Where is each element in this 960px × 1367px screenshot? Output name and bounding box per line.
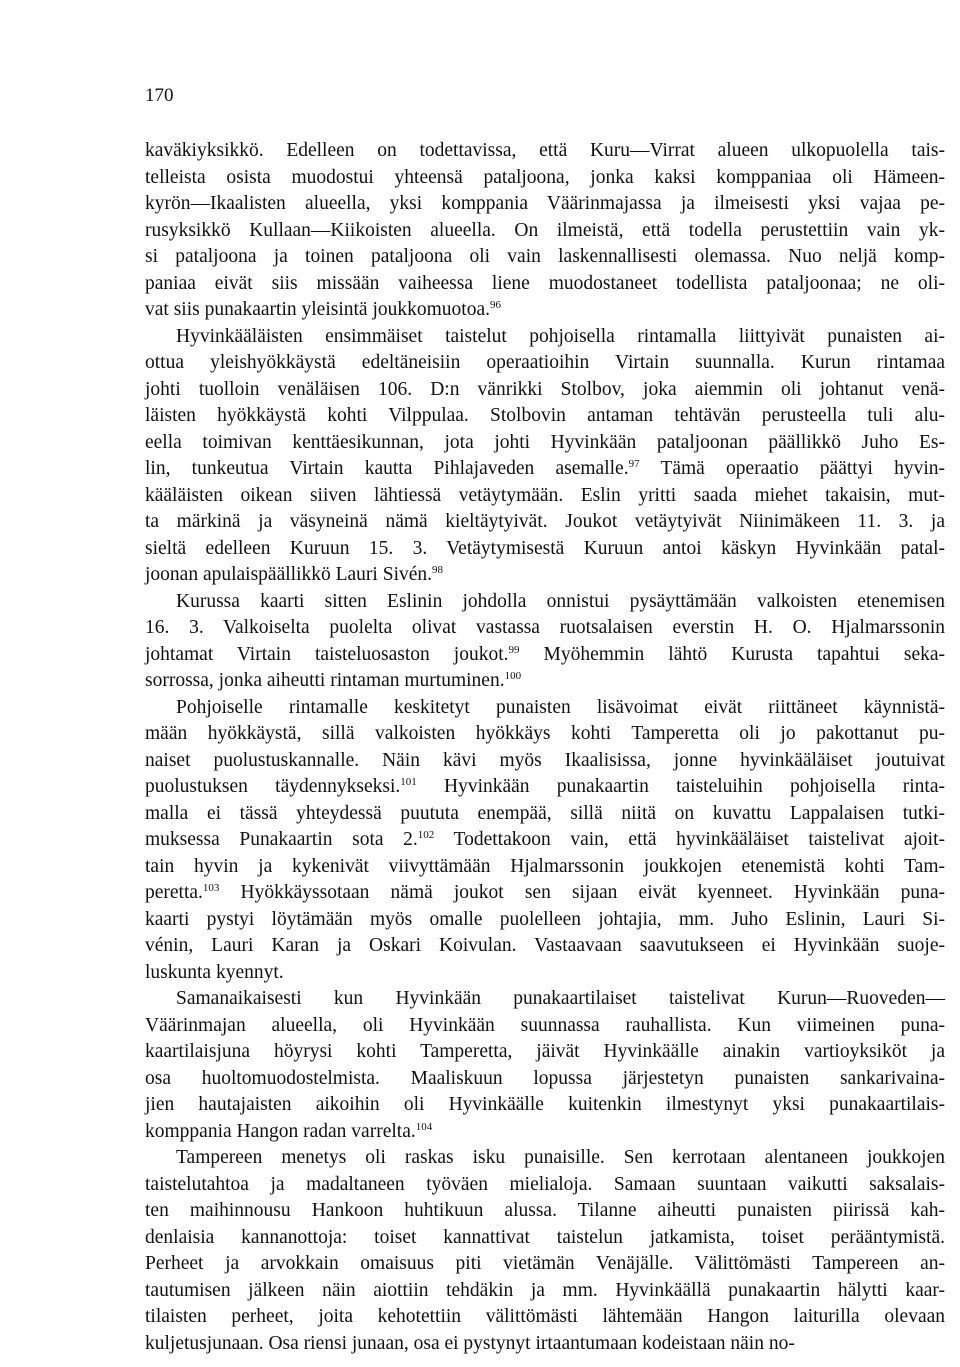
text-line: eella toimivan kenttäesikunnan, jota johti Hyvinkään pataljoonan päällikkö Juho Es- bbox=[145, 431, 945, 453]
paragraph bbox=[145, 1145, 945, 1357]
text-line: joonan apulaispäällikkö Lauri Sivén.$^{98}$ bbox=[145, 564, 444, 585]
text-line: tain hyvin ja kykenivät viivyttämään Hjalmarssonin joukkojen etenemistä kohti Tam- bbox=[145, 855, 945, 877]
text-line: Samanaikaisesti kun Hyvinkään punakaartilaiset taistelivat Kurun—Ruoveden— bbox=[176, 988, 945, 1009]
text-line: Hyvinkääläisten ensimmäiset taistelut pohjoisella rintamalla liittyivät punaisten ai- bbox=[176, 325, 945, 347]
text-line: vénin, Lauri Karan ja Oskari Koivulan. Vastaavaan saavutukseen ei Hyvinkään suoje- bbox=[145, 935, 945, 956]
body-text bbox=[145, 138, 945, 1357]
text-line: sieltä edelleen Kuruun 15. 3. Vetäytymisestä Kuruun antoi käskyn Hyvinkään patal- bbox=[145, 537, 945, 559]
text-line: luskunta kyennyt. bbox=[145, 961, 284, 983]
text-line: Pohjoiselle rintamalle keskitetyt punaisten lisävoimat eivät riittäneet käynnistä- bbox=[176, 696, 945, 718]
text-line: taistelutahtoa ja madaltaneen työväen mielialoja. Samaan suuntaan vaikutti saksalais- bbox=[145, 1173, 945, 1195]
text-line: ottua yleishyökkäystä edeltäneisiin operaatioihin Virtain suunnalla. Kurun rintamaa bbox=[145, 352, 945, 373]
text-line: kaarti pystyi löytämään myös omalle puolelleen johtajia, mm. Juho Eslinin, Lauri Si- bbox=[145, 908, 945, 930]
text-line: johti tuolloin venäläisen 106. D:n vänrikki Stolbov, joka aiemmin oli johtanut venä- bbox=[145, 378, 945, 400]
text-line: komppania Hangon radan varrelta.$^{104}$ bbox=[145, 1120, 433, 1142]
footnote-marker: 100 bbox=[504, 670, 522, 682]
text-line: ten maihinnousu Hankoon huhtikuun alussa. Tilanne aiheutti punaisten piirissä kah- bbox=[145, 1200, 945, 1221]
text-line: vat siis punakaartin yleisintä joukkomuotoa.$^{96}$ bbox=[145, 299, 501, 320]
text-line: Väärinmajan alueella, oli Hyvinkään suunnassa rauhallista. Kun viimeinen puna- bbox=[145, 1014, 945, 1036]
text-line: osa huoltomuodostelmista. Maaliskuun lopussa järjestetyn punaisten sankarivaina- bbox=[145, 1067, 945, 1089]
text-line: läisten hyökkäystä kohti Vilppulaa. Stolbovin antaman tehtävän perusteella tuli alu- bbox=[145, 405, 945, 426]
text-line: kuljetusjunaan. Osa riensi junaan, osa ei pystynyt irtaantumaan kodeistaan näin no- bbox=[145, 1332, 795, 1354]
text-line: kaväkiyksikkö. Edelleen on todettavissa, että Kuru—Virrat alueen ulkopuolella tais- bbox=[145, 140, 945, 161]
text-line: kääläisten oikean siiven lähtiessä vetäytymään. Eslin yritti saada miehet takaisin, mut- bbox=[145, 484, 945, 506]
text-line: Perheet ja arvokkain omaisuus piti vietämän Venäjälle. Välittömästi Tampereen an- bbox=[145, 1253, 945, 1274]
paragraph bbox=[145, 695, 945, 987]
footnote-marker: 99 bbox=[508, 643, 520, 656]
text-line: mään hyökkäystä, sillä valkoisten hyökkäys kohti Tamperetta oli jo pakottanut pu- bbox=[145, 723, 945, 744]
text-line: ta märkinä ja väsyneinä nämä kieltäytyivät. Joukot vetäytyivät Niinimäkeen 11. 3. ja bbox=[145, 511, 945, 532]
text-line: puolustuksen täydennykseksi.$^{101}$ Hyvinkään punakaartin taisteluihin pohjoisella rinta- bbox=[145, 776, 945, 797]
text-line: malla ei tässä yhteydessä puututa enempää, sillä niitä on kuvattu Lappalaisen tutki- bbox=[145, 802, 945, 824]
text-line: paniaa eivät siis missään vaiheessa liene muodostaneet todellista pataljoonaa; ne oli- bbox=[145, 272, 945, 294]
footnote-marker: 98 bbox=[432, 564, 444, 576]
text-line: telleista osista muodostui yhteensä pataljoona, jonka kaksi komppaniaa oli Hämeen- bbox=[145, 166, 945, 188]
text-line: tautumisen jälkeen näin aiottiin tehdäkin ja mm. Hyvinkäällä punakaartin hälytti kaar- bbox=[145, 1279, 945, 1301]
text-line: sorrossa, jonka aiheutti rintaman murtuminen.$^{100}$ bbox=[145, 670, 522, 691]
text-line: tilaisten perheet, joita kehotettiin välittömästi lähtemään Hangon laiturilla olevaan bbox=[145, 1306, 945, 1327]
text-line: peretta.$^{103}$ Hyökkäyssotaan nämä joukot sen sijaan eivät kyenneet. Hyvinkään puna- bbox=[145, 882, 945, 903]
paragraph bbox=[145, 986, 945, 1145]
footnote-marker: 103 bbox=[202, 882, 220, 894]
paragraph bbox=[145, 324, 945, 589]
text-line: johtamat Virtain taisteluosaston joukot.$^{99}$ Myöhemmin lähtö Kurusta tapahtui seka- bbox=[145, 643, 945, 665]
footnote-marker: 102 bbox=[417, 829, 435, 841]
text-line: kyrön—Ikaalisten alueella, yksi komppania Väärinmajassa ja ilmeisesti yksi vajaa pe- bbox=[145, 193, 945, 214]
paragraph bbox=[145, 138, 945, 324]
text-line: naiset puolustuskannalle. Näin kävi myös Ikaalisissa, jonne hyvinkääläiset joutuivat bbox=[145, 749, 945, 771]
text-line: rusyksikkö Kullaan—Kiikoisten alueella. On ilmeistä, että todella perustettiin vain yk- bbox=[145, 219, 945, 241]
text-line: jien hautajaisten aikoihin oli Hyvinkäälle kuitenkin ilmestynyt yksi punakaartilais- bbox=[145, 1094, 945, 1115]
footnote-marker: 104 bbox=[415, 1120, 433, 1133]
text-line: muksessa Punakaartin sota 2.$^{102}$ Todettakoon vain, että hyvinkääläiset taistelivat ajoit- bbox=[145, 829, 946, 850]
text-line: si pataljoona ja toinen pataljoona oli vain laskennallisesti olemassa. Nuo neljä komp- bbox=[145, 246, 945, 267]
text-line: lin, tunkeutua Virtain kautta Pihlajaveden asemalle.$^{97}$ Tämä operaatio päättyi hyvin- bbox=[145, 458, 945, 479]
footnote-marker: 97 bbox=[628, 458, 640, 470]
footnote-marker: 96 bbox=[489, 299, 501, 311]
paragraph bbox=[145, 589, 945, 695]
text-line: Kurussa kaarti sitten Eslinin johdolla onnistui pysäyttämään valkoisten etenemisen bbox=[176, 590, 945, 612]
footnote-marker: 101 bbox=[400, 776, 417, 788]
text-line: 16. 3. Valkoiselta puolelta olivat vastassa ruotsalaisen everstin H. O. Hjalmarssonin bbox=[145, 617, 945, 638]
text-line: kaartilaisjuna höyrysi kohti Tamperetta, jäivät Hyvinkäälle ainakin vartioyksiköt ja bbox=[145, 1041, 945, 1062]
text-line: denlaisia kannanottoja: toiset kannattivat taistelun jatkamista, toiset perääntymistä. bbox=[145, 1226, 945, 1248]
page-number: 170 bbox=[145, 85, 174, 106]
text-line: Tampereen menetys oli raskas isku punaisille. Sen kerrotaan alentaneen joukkojen bbox=[176, 1147, 945, 1168]
